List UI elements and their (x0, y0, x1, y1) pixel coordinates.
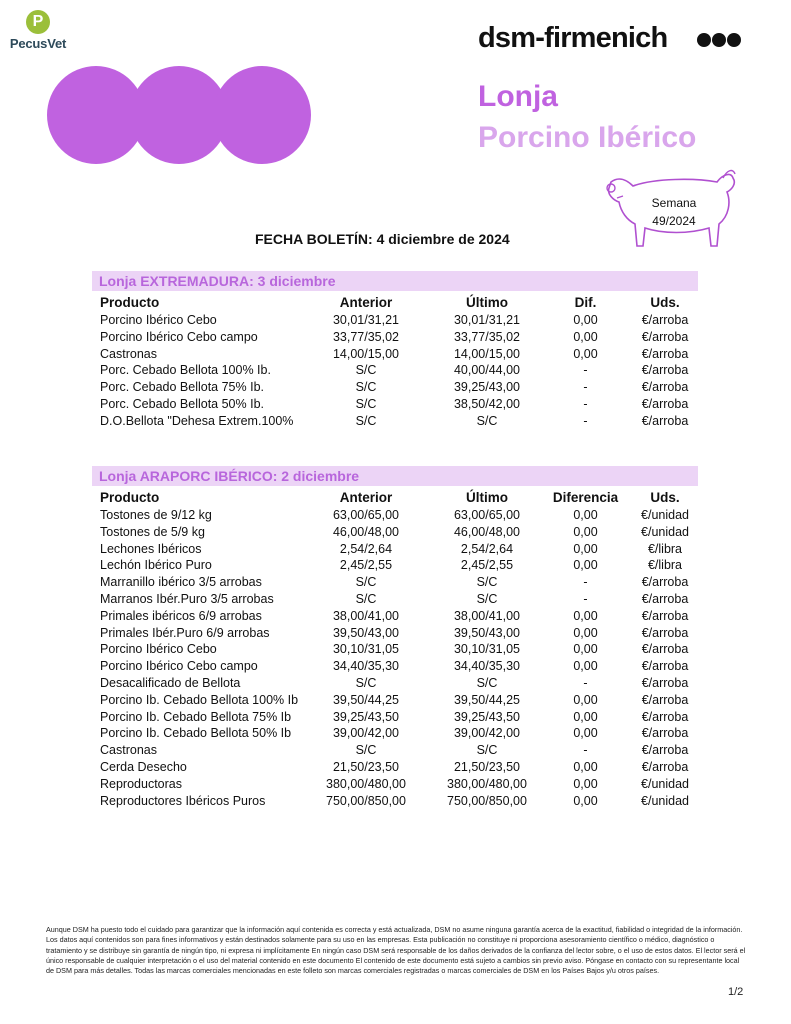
cell-last: 63,00/65,00 (453, 508, 521, 522)
cell-last: 38,50/42,00 (453, 397, 521, 411)
cell-units: €/arroba (641, 363, 689, 378)
cell-previous: 34,40/35,30 (332, 659, 400, 674)
header-diff: Diferencia (552, 490, 619, 505)
table-row (100, 591, 700, 608)
cell-last: 39,50/43,00 (453, 625, 521, 640)
cell-diff: 0,00 (573, 313, 598, 327)
cell-units: €/arroba (641, 726, 689, 741)
cell-previous: 39,50/44,25 (332, 692, 400, 707)
cell-units: €/arroba (641, 743, 689, 758)
cell-last: 39,25/43,50 (453, 709, 521, 724)
cell-previous: S/C (355, 380, 377, 395)
cell-units: €/unidad (641, 776, 689, 791)
cell-last: S/C (476, 413, 498, 428)
cell-product: Castronas (100, 743, 157, 758)
brand-name: dsm-firmenich (478, 22, 668, 54)
cell-product: Marranos Ibér.Puro 3/5 arrobas (100, 592, 274, 606)
section-araporc-bar (92, 466, 698, 486)
cell-units: €/libra (647, 558, 683, 573)
cell-product: Porcino Ib. Cebado Bellota 75% Ib (100, 709, 292, 724)
cell-product: Primales ibéricos 6/9 arrobas (100, 608, 262, 623)
pecusvet-logo-icon: P (26, 10, 50, 34)
cell-previous: 33,77/35,02 (332, 329, 400, 344)
cell-diff: 0,00 (573, 776, 598, 791)
cell-diff: 0,00 (573, 793, 598, 808)
cell-units: €/unidad (641, 508, 689, 522)
cell-product: Tostones de 5/9 kg (100, 524, 205, 539)
cell-units: €/arroba (641, 329, 689, 344)
cell-diff: 0,00 (573, 659, 598, 674)
page-title: Lonja (478, 80, 558, 113)
cell-previous: 14,00/15,00 (332, 346, 400, 361)
cell-last: 21,50/23,50 (453, 760, 521, 774)
cell-units: €/arroba (641, 575, 689, 590)
table-row (100, 709, 700, 726)
cell-last: 40,00/44,00 (453, 363, 521, 378)
cell-diff: 0,00 (573, 346, 598, 361)
cell-last: 380,00/480,00 (447, 776, 527, 791)
cell-units: €/arroba (641, 413, 689, 428)
cell-diff: 0,00 (573, 558, 598, 573)
bulletin-date: FECHA BOLETÍN: 4 diciembre de 2024 (255, 231, 510, 247)
header-diff: Dif. (574, 295, 597, 310)
header-last: Último (466, 490, 508, 505)
cell-diff: - (583, 380, 588, 395)
header-previous: Anterior (339, 490, 393, 505)
cell-units: €/arroba (641, 346, 689, 361)
cell-previous: 30,10/31,05 (332, 642, 400, 657)
cell-units: €/arroba (641, 676, 689, 690)
cell-previous: S/C (355, 397, 377, 411)
cell-units: €/arroba (641, 692, 689, 707)
cell-diff: 0,00 (573, 692, 598, 707)
table-row (100, 692, 700, 709)
brand-dots-icon (697, 33, 742, 52)
cell-previous: 39,50/43,00 (332, 625, 400, 640)
cell-units: €/arroba (641, 608, 689, 623)
cell-product: Porc. Cebado Bellota 50% Ib. (100, 397, 264, 411)
cell-previous: 39,00/42,00 (332, 726, 400, 741)
cell-diff: 0,00 (573, 760, 598, 774)
cell-diff: - (583, 592, 588, 606)
cell-previous: 39,25/43,50 (332, 709, 400, 724)
cell-last: 39,00/42,00 (453, 726, 521, 741)
cell-units: €/arroba (641, 760, 689, 774)
cell-units: €/arroba (641, 313, 689, 327)
cell-last: 30,01/31,21 (453, 313, 521, 327)
cell-previous: 2,45/2,55 (339, 558, 393, 573)
table-row (100, 608, 700, 625)
cell-units: €/arroba (641, 592, 689, 606)
cell-last: 39,50/44,25 (453, 692, 521, 707)
cell-product: Porcino Ibérico Cebo campo (100, 329, 258, 344)
cell-diff: 0,00 (573, 726, 598, 741)
cell-diff: 0,00 (573, 642, 598, 657)
cell-product: Lechones Ibéricos (100, 541, 202, 556)
table-row (100, 396, 700, 413)
cell-diff: 0,00 (573, 524, 598, 539)
cell-last: 46,00/48,00 (453, 524, 521, 539)
cell-diff: 0,00 (573, 541, 598, 556)
cell-product: Cerda Desecho (100, 760, 187, 774)
table-row (100, 675, 700, 692)
cell-previous: 21,50/23,50 (332, 760, 400, 774)
cell-diff: - (583, 743, 588, 758)
cell-product: D.O.Bellota "Dehesa Extrem.100% (100, 413, 294, 428)
cell-diff: - (583, 413, 588, 428)
cell-diff: 0,00 (573, 709, 598, 724)
disclaimer-text: Aunque DSM ha puesto todo el cuidado para garantizar que la información aquí contenida es correcta y está actualizada, DSM no asume ninguna garantía acerca de la exactitud, fiabilidad o integridad de la información. Los datos aquí contenidos son para fines informativos y están destinados solamente para su uso en las empresas. Esta publicación no constituye ni proporciona asesoramiento científico o médico, diagnóstico o tratamiento y se distribuye sin garantía de ningún tipo, ni expresa ni implícitamente En ningún caso DSM será responsable de los daños derivados de la confianza del lector sobre, o el uso de estos datos. El lector será el único responsable de cualquier interpretación o el uso del material contenido en este documento El contenido de este documento está sujeto a cambios sin previo aviso. Póngase en contacto con su representante local de DSM para más detalles. Todas las marcas comerciales mencionadas en este folleto son marcas comerciales registradas o marcas comerciales de DSM en los Países Bajos y/u otros países. (46, 925, 746, 976)
cell-last: 33,77/35,02 (453, 329, 521, 344)
cell-product: Porcino Ibérico Cebo (100, 313, 217, 327)
cell-product: Tostones de 9/12 kg (100, 508, 212, 522)
cell-product: Marranillo ibérico 3/5 arrobas (100, 575, 262, 590)
cell-previous: S/C (355, 413, 377, 428)
header-last: Último (466, 295, 508, 310)
cell-previous: 380,00/480,00 (326, 776, 406, 791)
table-row (100, 776, 700, 793)
cell-units: €/unidad (641, 793, 689, 808)
cell-previous: S/C (355, 575, 377, 590)
table-row (100, 557, 700, 574)
table-row (100, 793, 700, 810)
cell-product: Primales Ibér.Puro 6/9 arrobas (100, 625, 270, 640)
cell-diff: 0,00 (573, 508, 598, 522)
cell-last: S/C (476, 676, 498, 690)
cell-product: Reproductores Ibéricos Puros (100, 793, 266, 808)
cell-last: 14,00/15,00 (453, 346, 521, 361)
cell-product: Porc. Cebado Bellota 75% Ib. (100, 380, 264, 395)
page-subtitle: Porcino Ibérico (478, 121, 697, 154)
week-label-line1: Semana (651, 196, 697, 210)
cell-product: Porcino Ib. Cebado Bellota 50% Ib (100, 726, 292, 741)
cell-last: 750,00/850,00 (447, 793, 527, 808)
section-araporc-title: Lonja ARAPORC IBÉRICO: 2 diciembre (99, 468, 360, 484)
cell-diff: 0,00 (573, 608, 598, 623)
cell-previous: 30,01/31,21 (332, 313, 400, 327)
cell-previous: S/C (355, 743, 377, 758)
cell-diff: - (583, 676, 588, 690)
section-extremadura-title: Lonja EXTREMADURA: 3 diciembre (99, 273, 336, 289)
cell-units: €/arroba (641, 397, 689, 411)
page-number: 1/2 (728, 986, 744, 998)
cell-product: Reproductoras (100, 776, 182, 791)
cell-previous: 750,00/850,00 (326, 793, 406, 808)
header-product: Producto (100, 490, 160, 505)
cell-last: 34,40/35,30 (453, 659, 521, 674)
table-row (100, 725, 700, 742)
cell-previous: 63,00/65,00 (332, 508, 400, 522)
table-row (100, 658, 700, 675)
cell-last: 2,54/2,64 (460, 541, 514, 556)
cell-last: 38,00/41,00 (453, 608, 521, 623)
table-header-row (100, 489, 700, 506)
table-row (100, 641, 700, 658)
cell-diff: - (583, 397, 588, 411)
table-header-row (100, 294, 700, 311)
cell-diff: - (583, 575, 588, 590)
cell-units: €/unidad (641, 524, 689, 539)
cell-product: Desacalificado de Bellota (100, 676, 241, 690)
header-units: Uds. (650, 295, 680, 310)
cell-diff: 0,00 (573, 625, 598, 640)
week-label-line2: 49/2024 (652, 214, 696, 228)
cell-previous: S/C (355, 363, 377, 378)
cell-product: Porc. Cebado Bellota 100% Ib. (100, 363, 271, 378)
header-previous: Anterior (339, 295, 393, 310)
table-row (100, 524, 700, 541)
cell-last: 2,45/2,55 (460, 558, 514, 573)
cell-last: S/C (476, 743, 498, 758)
cell-units: €/arroba (641, 380, 689, 395)
cell-previous: 2,54/2,64 (339, 541, 393, 556)
cell-last: S/C (476, 575, 498, 590)
cell-product: Castronas (100, 346, 157, 361)
cell-previous: 46,00/48,00 (332, 524, 400, 539)
cell-diff: 0,00 (573, 329, 598, 344)
table-row (100, 574, 700, 591)
table-row (100, 625, 700, 642)
section-extremadura-bar (92, 271, 698, 291)
table-row (100, 379, 700, 396)
cell-product: Porcino Ibérico Cebo campo (100, 659, 258, 674)
table-row (100, 507, 700, 524)
table-row (100, 759, 700, 776)
cell-last: 39,25/43,00 (453, 380, 521, 395)
cell-units: €/libra (647, 541, 683, 556)
table-row (100, 413, 700, 430)
cell-last: 30,10/31,05 (453, 642, 521, 657)
table-row (100, 346, 700, 363)
cell-units: €/arroba (641, 625, 689, 640)
header-units: Uds. (650, 490, 680, 505)
table-row (100, 312, 700, 329)
cell-previous: 38,00/41,00 (332, 608, 400, 623)
cell-product: Porcino Ibérico Cebo (100, 642, 217, 657)
cell-units: €/arroba (641, 709, 689, 724)
table-row (100, 742, 700, 759)
cell-product: Lechón Ibérico Puro (100, 558, 212, 573)
cell-units: €/arroba (641, 642, 689, 657)
cell-units: €/arroba (641, 659, 689, 674)
decor-circle-3 (213, 66, 311, 164)
pecusvet-logo-text: PecusVet (9, 36, 67, 51)
cell-previous: S/C (355, 676, 377, 690)
cell-last: S/C (476, 592, 498, 606)
cell-product: Porcino Ib. Cebado Bellota 100% Ib (100, 692, 299, 707)
header-product: Producto (100, 295, 160, 310)
table-row (100, 362, 700, 379)
pecusvet-logo (8, 10, 68, 51)
cell-previous: S/C (355, 592, 377, 606)
week-label (636, 194, 712, 230)
table-row (100, 329, 700, 346)
cell-diff: - (583, 363, 588, 378)
table-row (100, 541, 700, 558)
